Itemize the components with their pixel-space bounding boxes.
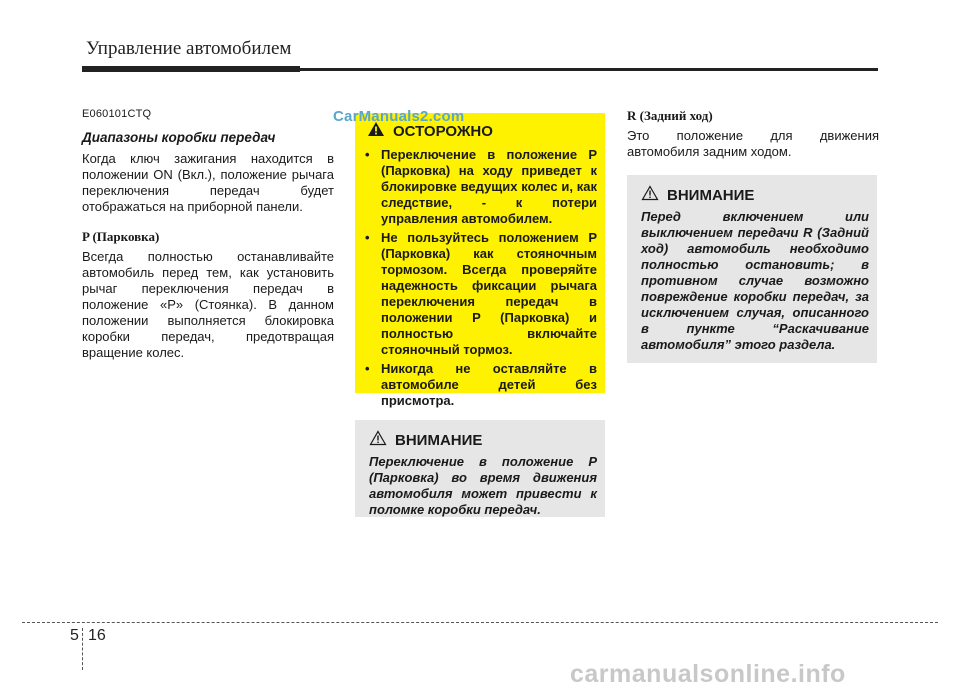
warning-item-1 xyxy=(363,147,597,227)
warning-list xyxy=(363,147,597,409)
warning-item-3 xyxy=(363,361,597,409)
reverse-paragraph: Это положение для движения автомобиля задним ходом. xyxy=(627,128,879,159)
warning-item-text: Никогда не оставляйте в автомобиле детей без присмотра. xyxy=(381,361,597,408)
warning-item-2 xyxy=(363,230,597,358)
notice-text: Переключение в положение P (Парковка) во время движения автомобиля может привести к поломке коробки передач. xyxy=(369,454,597,517)
intro-paragraph: Когда ключ зажигания находится в положении ON (Вкл.), положение рычага переключения передач будет отображаться на приборной панели. xyxy=(82,151,334,214)
left-column xyxy=(82,108,334,375)
warning-item-text: Переключение в положение P (Парковка) на ходу приведет к блокировке ведущих колес и, как следствие, - к потери управления автомобилем. xyxy=(381,147,597,226)
bullet-marker: • xyxy=(365,230,370,245)
warning-box xyxy=(355,113,605,408)
notice-heading-row xyxy=(369,430,597,450)
page-header-title: Управление автомобилем xyxy=(86,38,292,59)
notice-box-park xyxy=(355,420,605,517)
footer-rule xyxy=(22,622,938,623)
notice-heading: ВНИМАНИЕ xyxy=(667,186,755,204)
section-code: E060101CTQ xyxy=(82,108,152,120)
park-paragraph: Всегда полностью останавливайте автомобиль перед тем, как установить рычаг переключения передач в положение «P» (Стоянка). В данном положении выполняется блокировка коробки передач, предотвращая вращение колес. xyxy=(82,249,334,360)
section-title: Диапазоны коробки передач xyxy=(82,130,276,145)
watermark-top: CarManuals2.com xyxy=(333,108,465,125)
bullet-marker: • xyxy=(365,361,370,376)
notice-heading-row xyxy=(641,185,869,205)
header-rule-accent xyxy=(82,66,300,72)
watermark-bottom: carmanualsonline.info xyxy=(570,660,846,688)
footer-divider xyxy=(82,628,83,670)
warning-item-text: Не пользуйтесь положением P (Парковка) как стояночным тормозом. Всегда проверяйте надежность фиксации рычага переключения передач в положении P (Парковка) и полностью включайте стояночный тормоз. xyxy=(381,230,597,357)
page-number: 16 xyxy=(88,627,106,644)
bullet-marker: • xyxy=(365,147,370,162)
notice-box-reverse xyxy=(627,175,877,363)
warning-triangle-outline-icon xyxy=(369,430,387,450)
reverse-heading: R (Задний ход) xyxy=(627,108,713,123)
warning-triangle-outline-icon xyxy=(641,185,659,205)
chapter-number: 5 xyxy=(70,627,79,644)
park-heading: P (Парковка) xyxy=(82,229,160,244)
notice-text: Перед включением или выключением передачи R (Задний ход) автомобиль необходимо полностью остановить; в противном случае возможно повреждение коробки передач, за исключением случая, описанного в пункте “Раскачивание автомобиля” этого раздела. xyxy=(641,209,869,352)
notice-heading: ВНИМАНИЕ xyxy=(395,431,483,449)
warning-heading: ОСТОРОЖНО xyxy=(393,122,493,140)
right-column xyxy=(627,108,879,174)
